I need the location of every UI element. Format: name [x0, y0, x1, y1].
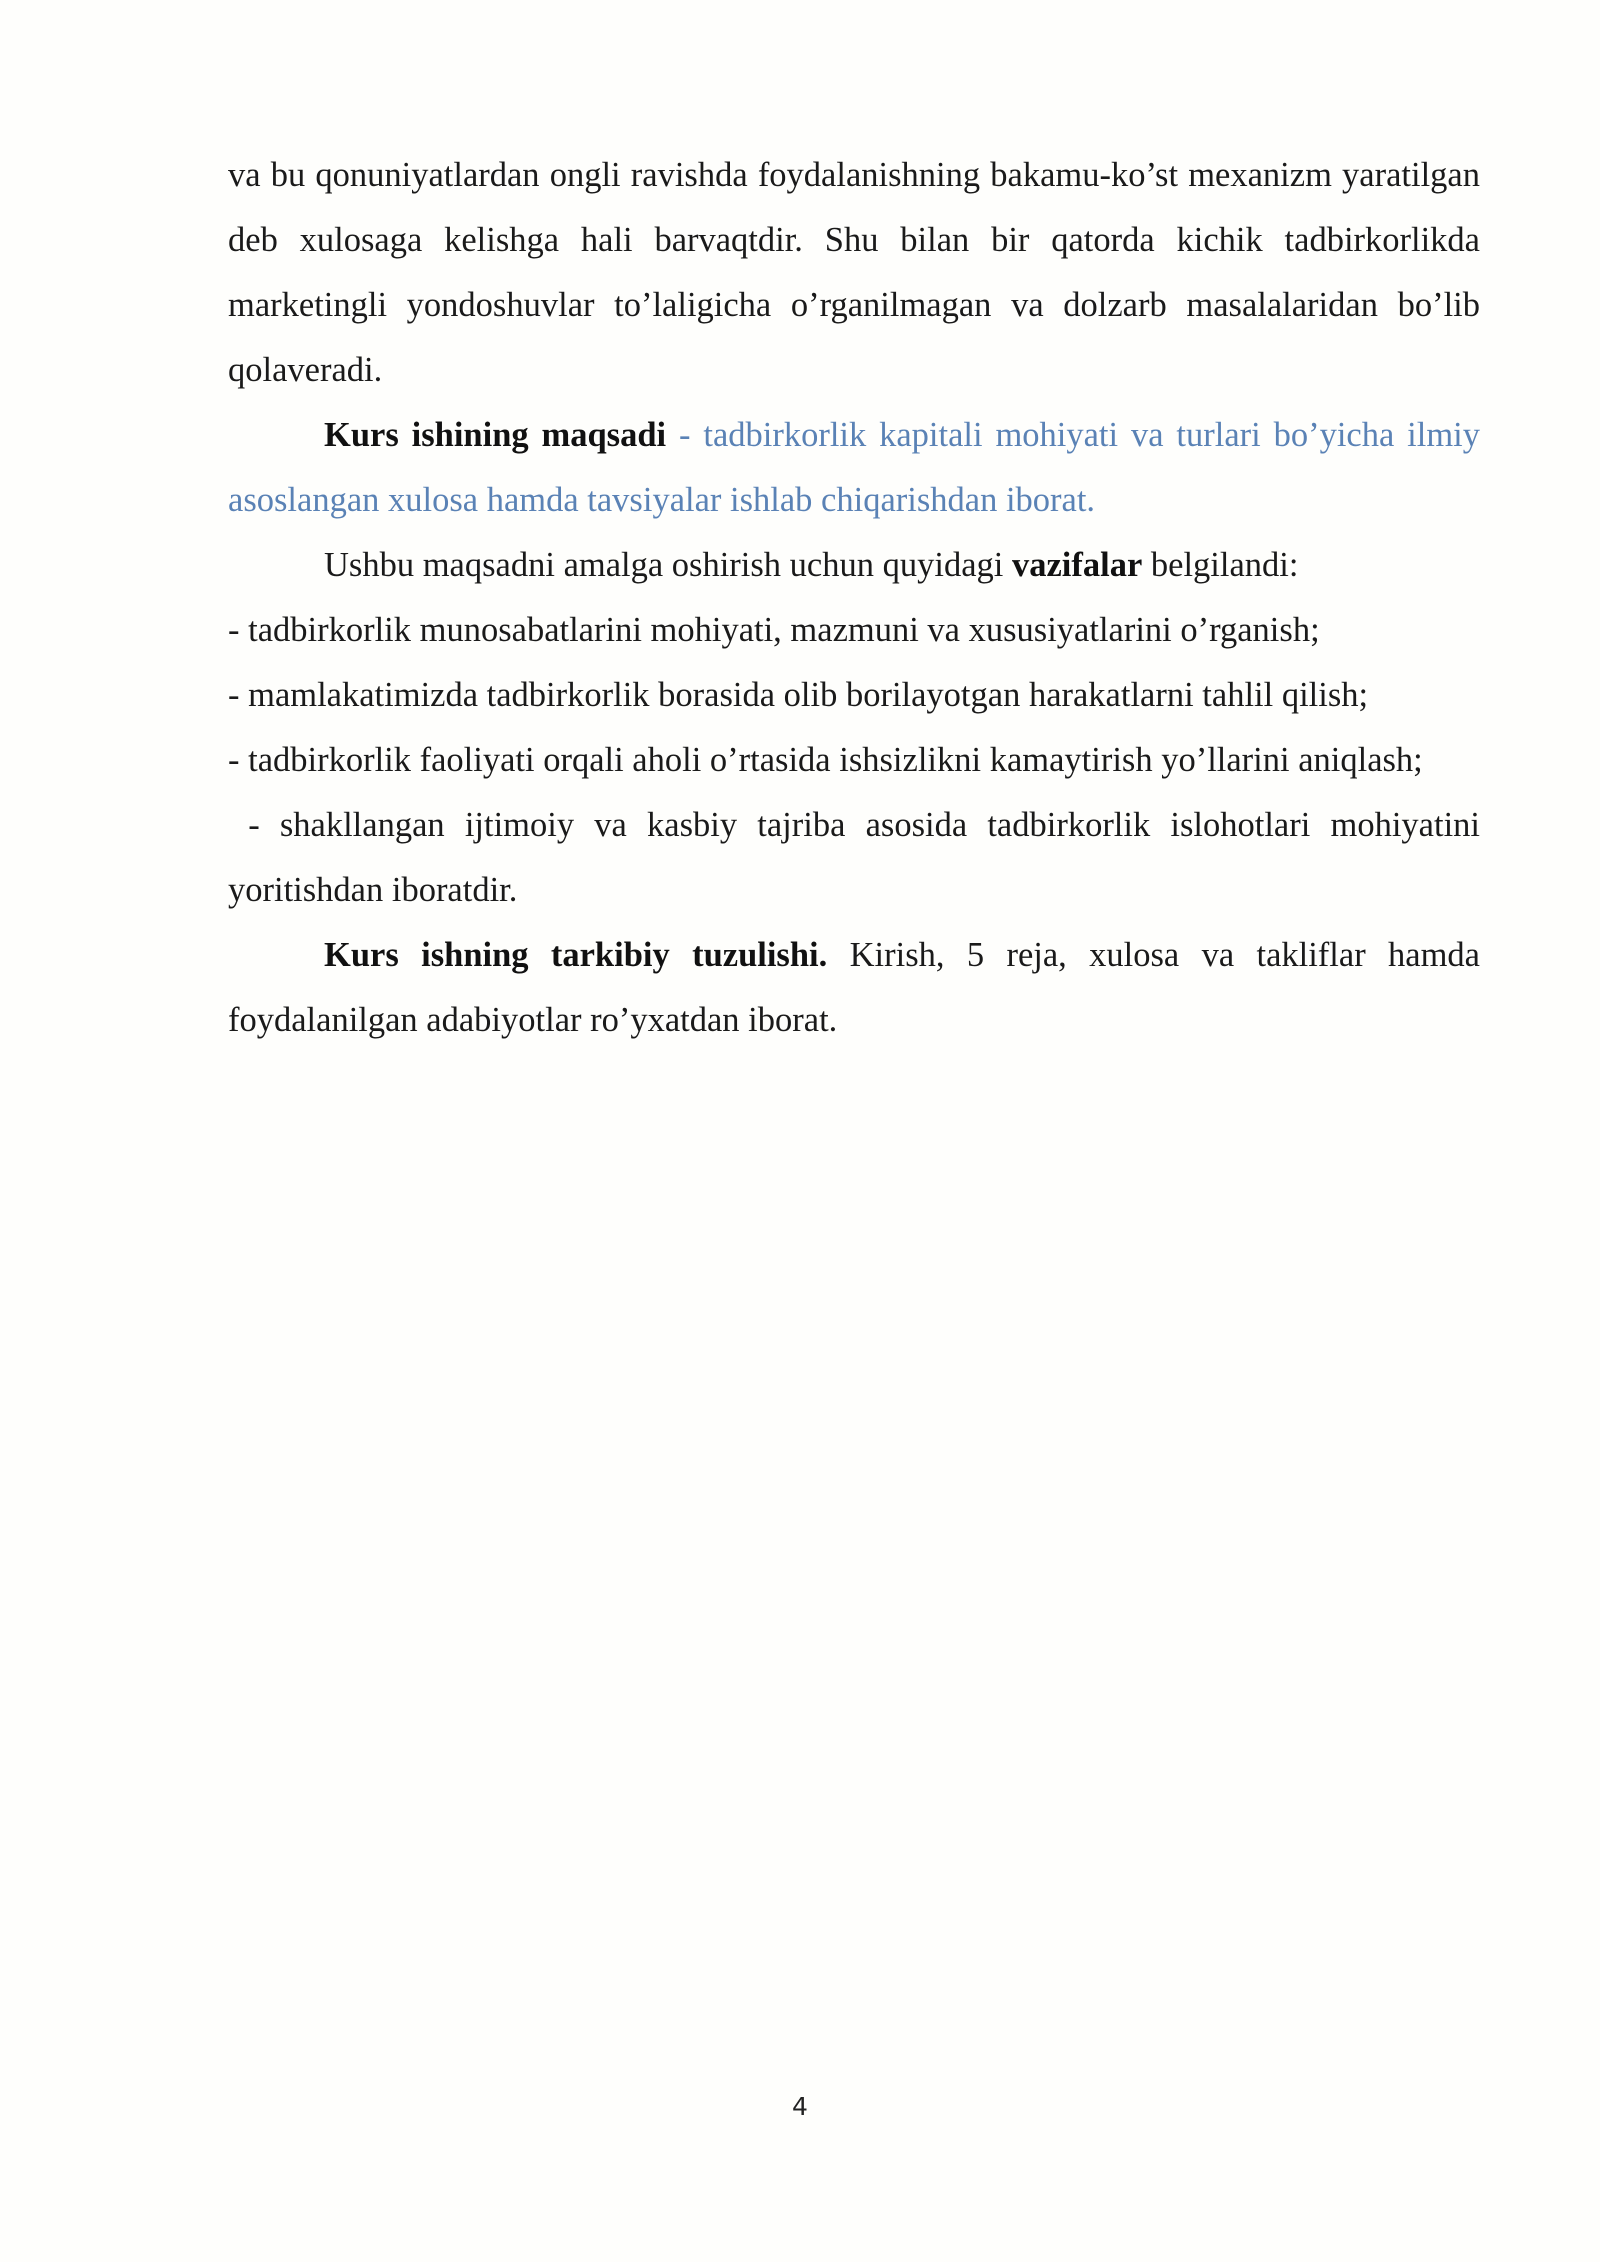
- structure-heading: Kurs ishning tarkibiy tuzulishi.: [324, 936, 828, 974]
- goal-heading: Kurs ishining maqsadi: [324, 416, 667, 454]
- paragraph-goal: [228, 403, 1480, 533]
- paragraph-tasks-intro: [228, 533, 1480, 598]
- goal-text: - tadbirkorlik kapitali mohiyati va turlari bo’yicha ilmiy asoslangan xulosa hamda tavsiyalar ishlab chiqarishdan iborat.: [228, 416, 1480, 519]
- tasks-intro-before: Ushbu maqsadni amalga oshirish uchun quyidagi: [324, 546, 1012, 584]
- task-item-4: - shakllangan ijtimoiy va kasbiy tajriba asosida tadbirkorlik islohotlari mohiyatini yoritishdan iboratdir.: [228, 806, 1489, 909]
- tasks-intro-bold: vazifalar: [1011, 546, 1143, 584]
- paragraph-intro: va bu qonuniyatlardan ongli ravishda foydalanishning bakamu-ko’st mexanizm yaratilgan deb xulosaga kelishga hali barvaqtdir. Shu bilan bir qatorda kichik tadbirkorlikda marketingli yondoshuvlar to’laligicha o’rganilmagan va dolzarb masalalaridan bo’lib qolaveradi.: [228, 156, 1480, 389]
- task-item-1: - tadbirkorlik munosabatlarini mohiyati, mazmuni va xususiyatlarini o’rganish;: [228, 611, 1320, 649]
- tasks-intro-after: belgilandi:: [1142, 546, 1299, 584]
- task-item-3: - tadbirkorlik faoliyati orqali aholi o’rtasida ishsizlikni kamaytirish yo’llarini aniqlash;: [228, 741, 1423, 779]
- structure-text: Kirish, 5 reja, xulosa va takliflar hamda foydalanilgan adabiyotlar ro’yxatdan iborat.: [228, 936, 1481, 1039]
- task-item-2: - mamlakatimizda tadbirkorlik borasida olib borilayotgan harakatlarni tahlil qilish;: [228, 676, 1369, 714]
- page-number: 4: [792, 2092, 808, 2121]
- paragraph-structure: [228, 923, 1480, 1053]
- document-body: [228, 143, 1489, 1053]
